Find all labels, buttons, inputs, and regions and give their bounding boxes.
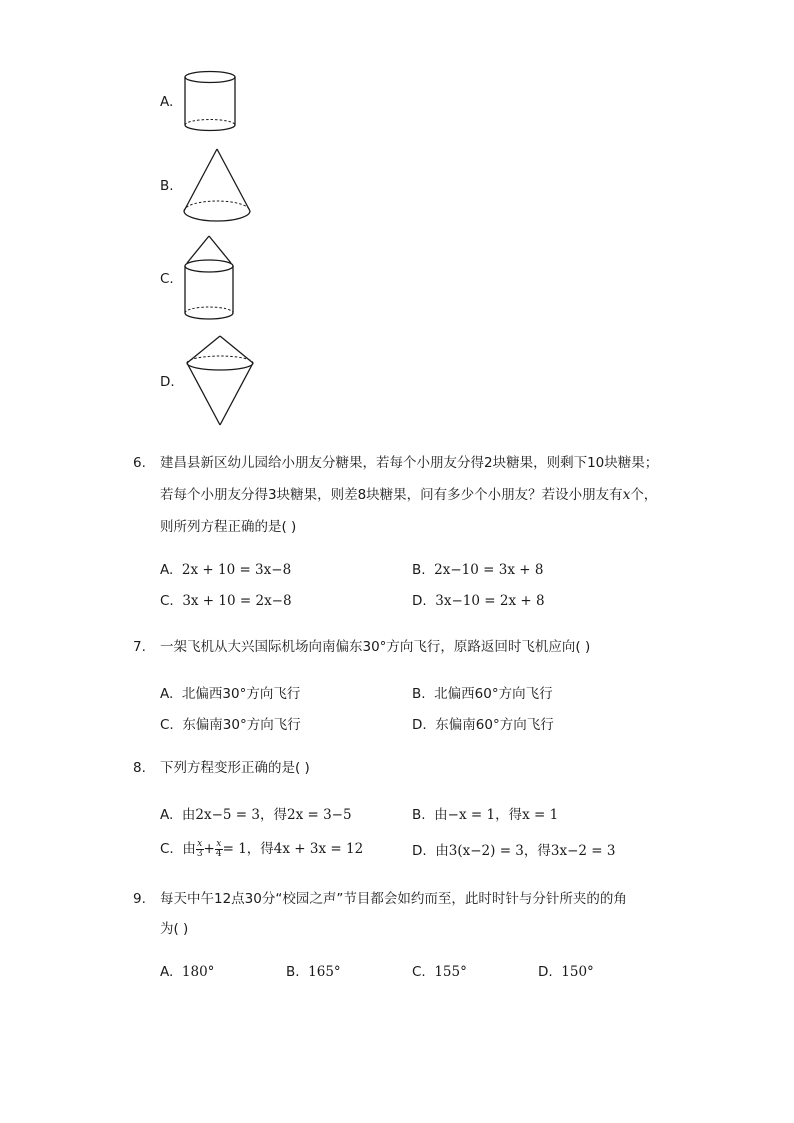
choice-label: A. [160, 562, 174, 578]
question-text-line: 则所列方程正确的是( ) [160, 519, 297, 535]
equation: 3(x−2) = 3 [448, 843, 524, 859]
choice-text: 180° [181, 964, 215, 980]
equation: 4x + 3x = 12 [273, 841, 364, 857]
equation: −x = 1 [447, 807, 496, 823]
question-text-line: 每天中午12点30分“校园之声”节目都会如约而至，此时时针与分针所夹的的角 [160, 891, 627, 907]
choice-text: 由 [434, 807, 448, 823]
option-label: D. [160, 374, 175, 390]
choice-label: B. [412, 686, 426, 702]
choice-text: 由 [435, 843, 449, 859]
fraction-denominator: 4 [215, 848, 222, 859]
equation: x = 1 [522, 807, 559, 823]
option-label: C. [160, 271, 174, 287]
choice-text: 150° [561, 964, 594, 980]
choice-text: 165° [308, 964, 341, 980]
choice-label: C. [412, 964, 426, 980]
double-cone-figure [186, 335, 254, 427]
choice-c[interactable] [160, 593, 292, 609]
choice-text: 北偏西60°方向飞行 [434, 686, 553, 702]
choice-b[interactable] [286, 964, 341, 980]
choice-text: 3x + 10 = 2x−8 [182, 593, 292, 609]
choice-text: ，得 [523, 843, 551, 859]
choice-label: D. [412, 593, 427, 609]
choice-text: 3x−10 = 2x + 8 [435, 593, 545, 609]
question-text-segment: 个， [630, 487, 658, 503]
choice-text: ，得 [259, 807, 287, 823]
choice-d[interactable] [412, 839, 616, 859]
choice-label: D. [412, 717, 427, 733]
equation: 3x−2 = 3 [550, 843, 616, 859]
fraction-denominator: 3 [196, 848, 203, 859]
cylinder-figure [183, 70, 237, 132]
question-text-line: 一架飞机从大兴国际机场向南偏东30°方向飞行，原路返回时飞机应向( ) [160, 639, 591, 655]
choice-d[interactable] [412, 593, 545, 609]
question-number: 7. [133, 639, 146, 655]
question-number: 8. [133, 760, 146, 776]
choice-a[interactable] [160, 803, 352, 823]
choice-label: B. [412, 562, 426, 578]
fraction-numerator: x [216, 838, 222, 849]
question-number: 6. [133, 455, 146, 471]
choice-label: C. [160, 593, 174, 609]
equation: 2x = 3−5 [286, 807, 352, 823]
operator: + [203, 841, 215, 857]
option-label: B. [160, 178, 174, 194]
fraction [215, 840, 223, 859]
choice-label: B. [286, 964, 300, 980]
choice-c[interactable] [412, 964, 467, 980]
choice-text: 北偏西30°方向飞行 [181, 686, 301, 702]
question-text-line: 下列方程变形正确的是( ) [160, 760, 310, 776]
choice-text: ，得 [246, 841, 274, 857]
question-text-line: 建昌县新区幼儿园给小朋友分糖果，若每个小朋友分得2块糖果，则剩下10块糖果； [160, 455, 659, 471]
choice-d[interactable] [538, 964, 594, 980]
choice-a[interactable] [160, 682, 300, 702]
choice-label: B. [412, 807, 426, 823]
cone-on-cylinder-figure [183, 235, 235, 323]
choice-d[interactable] [412, 713, 554, 733]
choice-label: C. [160, 841, 174, 857]
choice-label: C. [160, 717, 174, 733]
question-text-line: 为( ) [160, 921, 189, 937]
equation: = 1 [222, 841, 247, 857]
choice-b[interactable] [412, 682, 553, 702]
fraction-numerator: x [197, 838, 203, 849]
choice-text: ，得 [495, 807, 523, 823]
choice-b[interactable] [412, 803, 558, 823]
choice-c[interactable] [160, 713, 301, 733]
choice-text: 由 [182, 841, 196, 857]
equation: 2x−5 = 3 [195, 807, 260, 823]
question-text-line [160, 480, 657, 510]
choice-c[interactable] [160, 837, 363, 859]
choice-a[interactable] [160, 964, 214, 980]
choice-text: 东偏南60°方向飞行 [435, 717, 554, 733]
option-label: A. [160, 94, 174, 110]
fraction [196, 840, 204, 859]
choice-label: D. [538, 964, 553, 980]
choice-label: D. [412, 843, 427, 859]
choice-text: 由 [181, 807, 196, 823]
choice-text: 155° [434, 964, 467, 980]
choice-label: A. [160, 964, 174, 980]
choice-label: A. [160, 686, 174, 702]
question-text-segment: 若每个小朋友分得3块糖果，则差8块糖果，问有多少个小朋友？若设小朋友有 [160, 487, 623, 503]
choice-text: 东偏南30°方向飞行 [182, 717, 301, 733]
variable: x [622, 487, 631, 503]
choice-a[interactable] [160, 562, 291, 578]
choice-b[interactable] [412, 562, 543, 578]
choice-label: A. [160, 807, 174, 823]
question-number: 9. [133, 891, 146, 907]
choice-text: 2x−10 = 3x + 8 [434, 562, 544, 578]
cone-figure [183, 148, 251, 224]
choice-text: 2x + 10 = 3x−8 [181, 562, 292, 578]
